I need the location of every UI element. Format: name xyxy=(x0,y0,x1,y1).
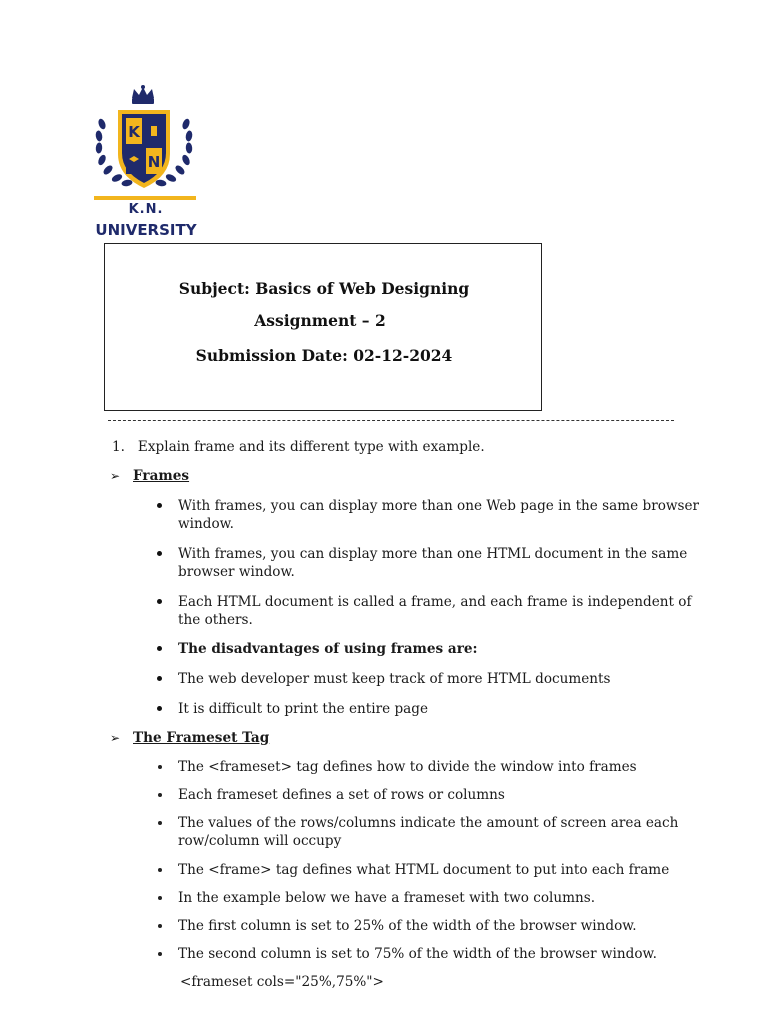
code-example: <frameset cols="25%,75%"> xyxy=(180,974,384,990)
logo-subname: K.N. xyxy=(128,202,164,217)
dashed-separator xyxy=(108,420,674,421)
assignment-number: Assignment – 2 xyxy=(254,311,386,330)
list-item: With frames, you can display more than one Web page in the same browser xyxy=(178,498,700,514)
section-heading-frameset: The Frameset Tag xyxy=(133,730,270,746)
university-logo xyxy=(88,84,204,244)
bullet-dot-icon xyxy=(157,551,162,556)
bullet-dot-icon xyxy=(158,765,162,769)
assignment-header-box xyxy=(104,243,542,411)
bullet-dot-icon xyxy=(158,793,162,797)
list-item-continuation: row/column will occupy xyxy=(178,833,342,849)
list-item: Each frameset defines a set of rows or columns xyxy=(178,787,505,803)
list-item: With frames, you can display more than one HTML document in the same xyxy=(178,546,688,562)
bullet-dot-icon xyxy=(158,896,162,900)
bullet-dot-icon xyxy=(157,706,162,711)
bullet-dot-icon xyxy=(158,868,162,872)
bullet-dot-icon xyxy=(158,821,162,825)
list-item: The values of the rows/columns indicate the amount of screen area each xyxy=(178,815,679,831)
list-item: The first column is set to 25% of the width of the browser window. xyxy=(178,918,637,934)
list-item-continuation: the others. xyxy=(178,612,253,628)
bullet-dot-icon xyxy=(157,503,162,508)
list-item: Each HTML document is called a frame, and each frame is independent of xyxy=(178,594,692,610)
question-text: 1. Explain frame and its different type with example. xyxy=(112,439,485,455)
subject-title: Subject: Basics of Web Designing xyxy=(178,279,470,298)
arrow-bullet-icon: ➢ xyxy=(110,731,121,745)
bullet-dot-icon xyxy=(158,952,162,956)
bullet-dot-icon xyxy=(157,676,162,681)
list-item: In the example below we have a frameset with two columns. xyxy=(178,890,596,906)
svg-text:N: N xyxy=(147,153,161,171)
section-heading-frames: Frames xyxy=(133,468,190,484)
svg-text:K: K xyxy=(128,123,140,141)
logo-university-name: UNIVERSITY xyxy=(95,221,197,239)
bullet-dot-icon xyxy=(157,646,162,651)
arrow-bullet-icon: ➢ xyxy=(110,469,121,483)
list-item-continuation: window. xyxy=(178,516,234,532)
university-crest-icon xyxy=(88,84,204,204)
list-item: The <frame> tag defines what HTML document to put into each frame xyxy=(178,862,670,878)
submission-date: Submission Date: 02-12-2024 xyxy=(195,346,453,365)
list-item-bold: The disadvantages of using frames are: xyxy=(178,641,478,657)
list-item: The second column is set to 75% of the width of the browser window. xyxy=(178,946,657,962)
list-item-continuation: browser window. xyxy=(178,564,295,580)
list-item: It is difficult to print the entire page xyxy=(178,701,429,717)
bullet-dot-icon xyxy=(157,599,162,604)
list-item: The <frameset> tag defines how to divide the window into frames xyxy=(178,759,637,775)
bullet-dot-icon xyxy=(158,924,162,928)
list-item: The web developer must keep track of more HTML documents xyxy=(178,671,611,687)
